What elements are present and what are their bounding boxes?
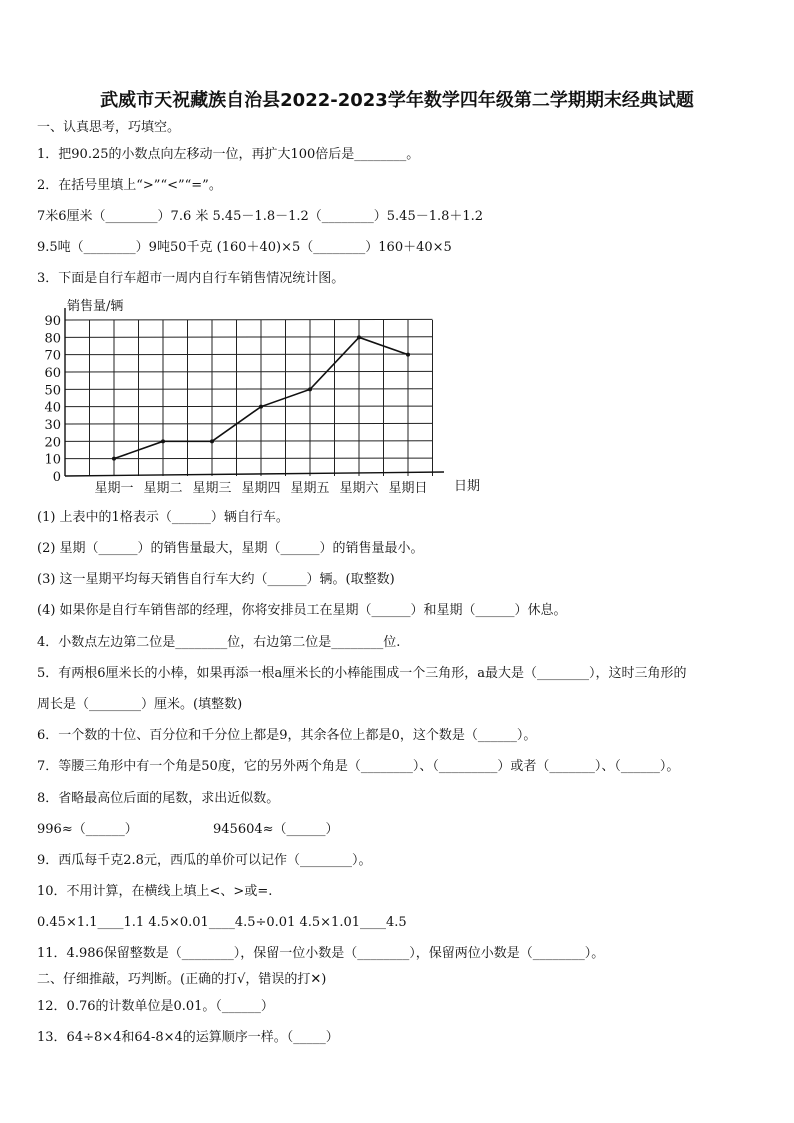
grid-line-horizontal: [65, 406, 433, 407]
y-tick-label: 20: [44, 435, 61, 451]
y-axis-label: 销售量/辆: [67, 299, 124, 314]
page-title: 武威市天祝藏族自治县2022-2023学年数学四年级第二学期期末经典试题: [100, 90, 694, 111]
x-axis: [65, 472, 444, 476]
question-3-part-1: (1) 上表中的1格表示（______）辆自行车。: [37, 510, 289, 525]
sales-data-point: [259, 405, 263, 409]
y-tick-label: 90: [44, 314, 61, 329]
question-1: 1．把90.25的小数点向左移动一位，再扩大100倍后是________。: [37, 147, 420, 162]
question-10: 10．不用计算，在横线上填上<、>或=.: [37, 884, 273, 899]
y-tick-label: 40: [44, 400, 61, 416]
grid-line-horizontal: [65, 389, 433, 390]
question-11: 11．4.986保留整数是（________），保留一位小数是（________），保留两位小数是（________）。: [37, 946, 605, 961]
question-4: 4．小数点左边第二位是________位，右边第二位是________位.: [37, 635, 401, 650]
grid-line-horizontal: [65, 423, 433, 424]
question-6: 6．一个数的十位、百分位和千分位上都是9，其余各位上都是0，这个数是（______）。: [37, 728, 537, 743]
question-2-row-1: 7米6厘米（________）7.6 米 5.45－1.8－1.2（________）5.45－1.8＋1.2: [37, 209, 484, 224]
question-9: 9．西瓜每千克2.8元，西瓜的单价可以记作（________）。: [37, 853, 372, 868]
y-tick-label: 30: [44, 418, 61, 433]
x-tick-label: 星期四: [241, 481, 281, 496]
question-2: 2．在括号里填上“>”“<”“=”。: [37, 178, 222, 193]
question-5-line-1: 5．有两根6厘米长的小棒，如果再添一根a厘米长的小棒能围成一个三角形，a最大是（________），这时三角形的: [37, 666, 687, 681]
sales-data-point: [210, 439, 214, 443]
question-2-row-2: 9.5吨（________）9吨50千克 (160＋40)×5（________）160＋40×5: [37, 240, 452, 255]
x-tick-label: 星期五: [290, 481, 330, 496]
x-tick-label: 星期一: [94, 481, 134, 496]
question-13: 13．64÷8×4和64-8×4的运算顺序一样。（_____）: [37, 1030, 339, 1045]
section-1-heading: 一、认真思考，巧填空。: [37, 120, 181, 135]
question-8-part-a: 996≈（______）: [37, 822, 138, 837]
question-8: 8．省略最高位后面的尾数，求出近似数。: [37, 791, 280, 806]
y-tick-label: 10: [44, 452, 61, 468]
question-3: 3．下面是自行车超市一周内自行车销售情况统计图。: [37, 271, 345, 286]
sales-data-point: [112, 457, 116, 461]
grid-line-horizontal: [65, 371, 433, 372]
x-tick-label: 星期六: [339, 481, 379, 496]
y-tick-label: 70: [44, 348, 61, 364]
question-5-line-2: 周长是（________）厘米。(填整数): [37, 697, 243, 712]
sales-data-point: [161, 439, 165, 443]
question-12: 12．0.76的计数单位是0.01。（______）: [37, 999, 274, 1014]
x-tick-label: 星期三: [192, 481, 232, 496]
sales-data-point: [406, 353, 410, 357]
question-3-part-3: (3) 这一星期平均每天销售自行车大约（______）辆。(取整数): [37, 572, 395, 587]
question-3-part-2: (2) 星期（______）的销售量最大，星期（______）的销售量最小。: [37, 541, 424, 556]
sales-line-chart: [30, 298, 480, 498]
x-tick-label: 星期日: [388, 481, 428, 496]
y-tick-label: 80: [44, 331, 61, 347]
grid-line-horizontal: [65, 319, 433, 320]
question-8-part-b: 945604≈（______）: [213, 822, 339, 837]
question-10-row: 0.45×1.1____1.1 4.5×0.01____4.5÷0.01 4.5×1.01____4.5: [37, 915, 407, 930]
grid-line-horizontal: [65, 337, 433, 338]
y-tick-label: 0: [52, 470, 61, 485]
sales-data-point: [357, 335, 361, 339]
x-axis-label: 日期: [454, 479, 480, 494]
question-3-part-4: (4) 如果你是自行车销售部的经理，你将安排员工在星期（______）和星期（______）休息。: [37, 603, 567, 618]
grid-line-horizontal: [65, 441, 433, 442]
sales-data-point: [308, 387, 312, 391]
y-tick-label: 50: [44, 383, 61, 399]
grid-line-horizontal: [65, 458, 433, 459]
question-7: 7．等腰三角形中有一个角是50度，它的另外两个角是（________）、（_________）或者（_______）、（______）。: [37, 759, 680, 774]
grid-line-horizontal: [65, 354, 433, 355]
y-tick-label: 60: [44, 366, 61, 381]
x-tick-label: 星期二: [143, 481, 183, 496]
section-2-heading: 二、仔细推敲，巧判断。(正确的打√，错误的打✕): [37, 972, 327, 987]
